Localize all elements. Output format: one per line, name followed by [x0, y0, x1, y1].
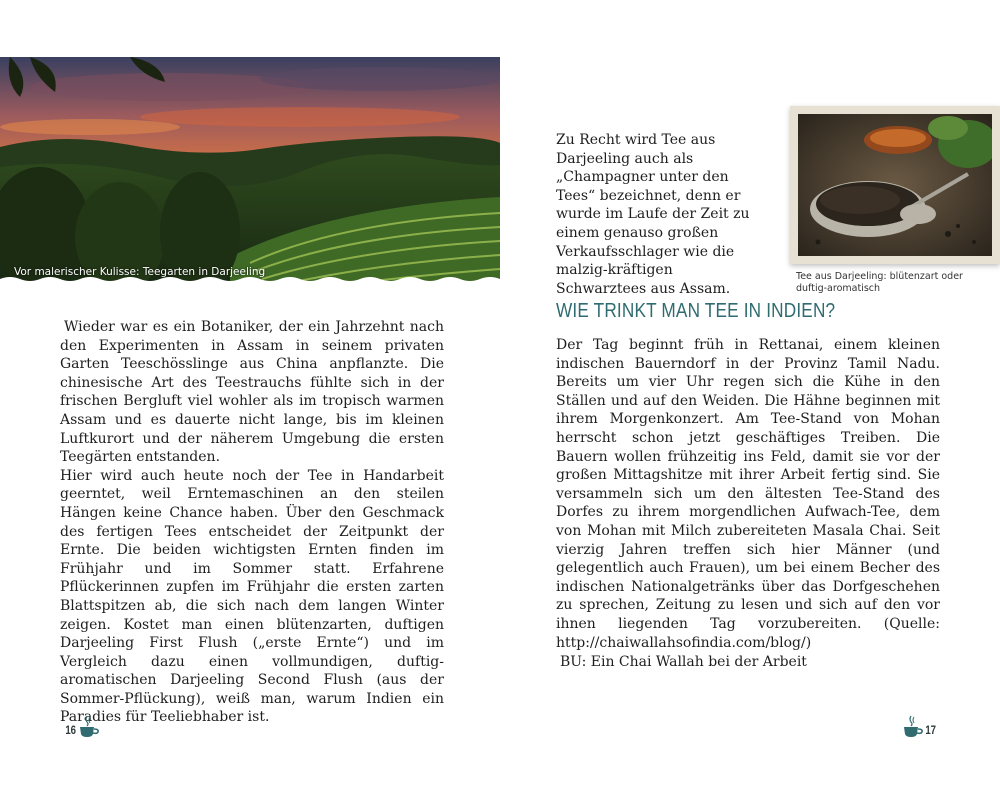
- page-number-right: 17: [925, 723, 937, 737]
- champagne-paragraph: Zu Recht wird Tee aus Darjeeling auch als „Champagner unter den Tees“ bezeichnet, denn er wurde im Laufe der Zeit zu einem genauso großen Verkaufsschlager wie die malzig-kräftigen Schwarztees aus Assam.: [556, 132, 750, 297]
- section-heading: WIE TRINKT MAN TEE IN INDIEN?: [556, 300, 836, 322]
- tea-cup-icon: [902, 714, 924, 738]
- tea-garden-photo-caption: Vor malerischer Kulisse: Teegarten in Darjeeling: [14, 266, 266, 278]
- left-paragraph-2: Hier wird auch heute noch der Tee in Handarbeit geerntet, weil Erntemaschinen an den steilen Hängen keine Chance haben. Über den Geschmack des fertigen Tees entscheidet der Zeitpunkt der Ernte. Die beiden wichtigsten Ernten finden im Frühjahr und im Sommer statt. Erfahrene Pflückerinnen zupfen im Frühjahr die ersten zarten Blattspitzen ab, die sich nach dem langen Winter zeigen. Kostet man einen blütenzarten, duftigen Darjeeling First Flush („erste Ernte“) und im Vergleich dazu einen vollmundigen, duftig-aromatischen Darjeeling Second Flush (aus der Sommer-Pflückung), weiß man, warum Indien ein Paradies für Teeliebhaber ist.: [60, 467, 444, 726]
- left-paragraph-1: Wieder war es ein Botaniker, der ein Jahrzehnt nach den Experimenten in Assam in seinem privaten Garten Teeschösslinge aus China anpflanzte. Die chinesische Art des Teestrauchs fühlte sich in der frischen Bergluft viel wohler als im tropisch warmen Assam und es dauerte nicht lange, bis im kleinen Luftkurort und der näherem Umgebung die ersten Teegärten entstanden.: [60, 319, 444, 466]
- tea-cup-icon: [78, 714, 100, 738]
- tea-garden-photo: [0, 57, 500, 285]
- image-caption-note: BU: Ein Chai Wallah bei der Arbeit: [560, 654, 807, 670]
- left-page-body: [60, 318, 444, 727]
- right-page-body: [556, 336, 940, 652]
- darjeeling-tea-photo: [790, 106, 1000, 264]
- page-number-left: 16: [65, 723, 77, 737]
- darjeeling-tea-photo-caption: Tee aus Darjeeling: blütenzart oder duftig-aromatisch: [796, 271, 963, 294]
- right-paragraph: Der Tag beginnt früh in Rettanai, einem kleinen indischen Bauerndorf in der Provinz Tamil Nadu. Bereits um vier Uhr regen sich die Kühe in den Ställen und auf den Weiden. Die Hähne beginnen mit ihrem Morgenkonzert. Am Tee-Stand von Mohan herrscht schon jetzt geschäftiges Treiben. Die Bauern wollen frühzeitig ins Feld, damit sie vor der großen Mittagshitze mit ihrer Arbeit fertig sind. Sie versammeln sich um den ältesten Tee-Stand des Dorfes zu ihrem morgendlichen Aufwach-Tee, dem von Mohan mit Milch zubereiteten Masala Chai. Seit vierzig Jahren treffen sich hier Männer (und gelegentlich auch Frauen), um bei einem Becher des indischen Nationalgetränks über das Dorfgeschehen zu sprechen, Zeitung zu lesen und sich auf den vor ihnen liegenden Tag vorzubereiten. (Quelle: http://chaiwallahsofindia.com/blog/): [556, 337, 940, 651]
